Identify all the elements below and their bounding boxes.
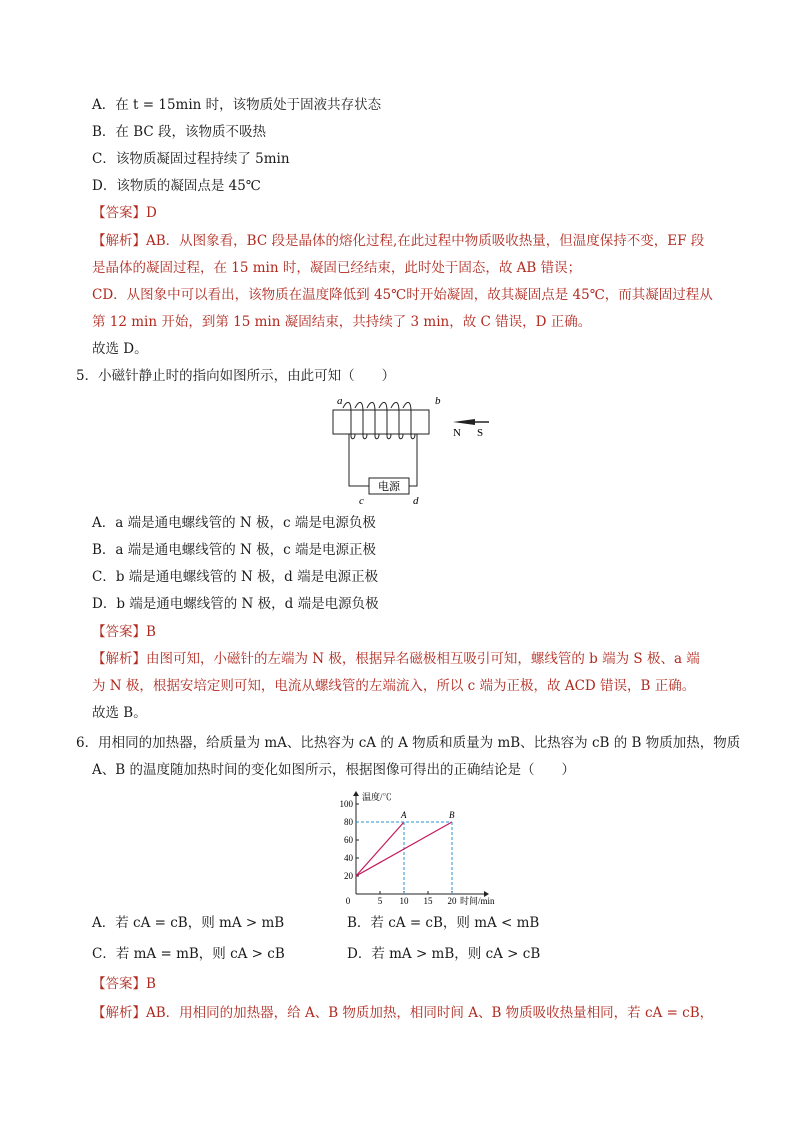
q6-stem-line-1: 6．用相同的加热器，给质量为 mA、比热容为 cA 的 A 物质和质量为 mB、比热容为 cB 的 B 物质加热，物质 <box>76 735 741 751</box>
q6-option-d[interactable]: D．若 mA > mB，则 cA > cB <box>347 946 541 962</box>
needle-n-label: N <box>453 427 461 439</box>
q5-conclusion: 故选 B。 <box>92 705 147 721</box>
answer-value: B <box>146 624 156 640</box>
x-tick-label: 15 <box>423 896 433 906</box>
analysis-text: 由图可知，小磁针的左端为 N 极，根据异名磁极相互吸引可知，螺线管的 b 端为 S 极、a 端 <box>146 651 700 667</box>
x-axis-label: 时间/min <box>460 896 495 906</box>
answer-tag: 【答案】 <box>92 976 146 992</box>
answer-value: B <box>146 976 156 992</box>
q4-option-a[interactable]: A．在 t = 15min 时，该物质处于固液共存状态 <box>92 97 382 113</box>
q4-analysis-line-3: CD．从图象中可以看出，该物质在温度降低到 45℃时开始凝固，故其凝固点是 45℃，而其凝固过程从 <box>92 287 713 303</box>
q6-answer <box>92 974 156 994</box>
y-tick-label: 100 <box>339 799 353 809</box>
x-tick-label: 5 <box>377 896 383 906</box>
solenoid-core <box>333 410 429 434</box>
q6-analysis-line-1 <box>92 1003 713 1023</box>
q4-conclusion: 故选 D。 <box>92 341 148 357</box>
y-tick-label: 60 <box>344 835 353 845</box>
solenoid-coil <box>343 402 415 438</box>
q4-analysis-line-1 <box>92 231 704 251</box>
label-b: b <box>435 395 441 407</box>
series-label-B: B <box>449 810 455 820</box>
q5-solenoid-figure <box>325 390 525 510</box>
y-tick-label: 20 <box>344 871 353 881</box>
series-label-A: A <box>401 810 407 820</box>
q5-option-d[interactable]: D．b 端是通电螺线管的 N 极，d 端是电源负极 <box>92 596 379 612</box>
q5-option-a[interactable]: A．a 端是通电螺线管的 N 极，c 端是电源负极 <box>92 515 376 531</box>
x-tick-label: 20 <box>447 896 457 906</box>
label-d: d <box>413 495 419 507</box>
q5-analysis-line-2: 为 N 极，根据安培定则可知，电流从螺线管的左端流入，所以 c 端为正极，故 ACD 错误，B 正确。 <box>92 678 696 694</box>
q6-option-a[interactable]: A．若 cA = cB，则 mA > mB <box>92 915 285 931</box>
answer-tag: 【答案】 <box>92 624 146 640</box>
answer-tag: 【答案】 <box>92 205 146 221</box>
q6-option-b[interactable]: B．若 cA = cB，则 mA < mB <box>347 915 540 931</box>
power-supply-label: 电源 <box>378 481 400 493</box>
answer-value: D <box>146 205 157 221</box>
analysis-tag: 【解析】 <box>92 233 146 249</box>
x-tick-label: 0 <box>345 896 351 906</box>
q5-answer <box>92 622 156 642</box>
y-axis-label: 温度/℃ <box>362 792 392 802</box>
q5-stem: 5．小磁针静止时的指向如图所示，由此可知（ ） <box>76 368 396 384</box>
q4-option-d[interactable]: D．该物质的凝固点是 45℃ <box>92 178 261 194</box>
analysis-text: AB．从图象看，BC 段是晶体的熔化过程,在此过程中物质吸收热量，但温度保持不变，EF 段 <box>146 233 705 249</box>
x-tick-label: 10 <box>399 896 409 906</box>
q6-stem-line-2: A、B 的温度随加热时间的变化如图所示，根据图像可得出的正确结论是（ ） <box>92 762 575 778</box>
analysis-tag: 【解析】 <box>92 651 146 667</box>
q4-option-c[interactable]: C．该物质凝固过程持续了 5min <box>92 151 290 167</box>
label-c: c <box>359 495 364 507</box>
compass-needle <box>453 419 489 425</box>
y-axis-arrow <box>353 791 359 796</box>
q4-analysis-line-4: 第 12 min 开始，到第 15 min 凝固结束，共持续了 3 min，故 C 错误，D 正确。 <box>92 314 592 330</box>
q5-option-b[interactable]: B．a 端是通电螺线管的 N 极，c 端是电源正极 <box>92 542 377 558</box>
q6-temperature-chart <box>318 786 518 906</box>
series-line-A <box>356 822 404 876</box>
q5-option-c[interactable]: C．b 端是通电螺线管的 N 极，d 端是电源正极 <box>92 569 379 585</box>
y-tick-label: 80 <box>344 817 353 827</box>
y-tick-label: 40 <box>344 853 353 863</box>
q4-analysis-line-2: 是晶体的凝固过程，在 15 min 时，凝固已经结束，此时处于固态，故 AB 错误； <box>92 260 582 276</box>
q6-option-c[interactable]: C．若 mA = mB，则 cA > cB <box>92 946 285 962</box>
label-a: a <box>337 395 343 407</box>
analysis-text: AB．用相同的加热器，给 A、B 物质加热，相同时间 A、B 物质吸收热量相同，若 cA = cB， <box>146 1005 714 1021</box>
wire-left <box>349 434 369 486</box>
q5-analysis-line-1 <box>92 649 700 669</box>
analysis-tag: 【解析】 <box>92 1005 146 1021</box>
q4-answer <box>92 203 157 223</box>
q4-option-b[interactable]: B．在 BC 段，该物质不吸热 <box>92 124 267 140</box>
needle-s-label: S <box>477 427 484 439</box>
